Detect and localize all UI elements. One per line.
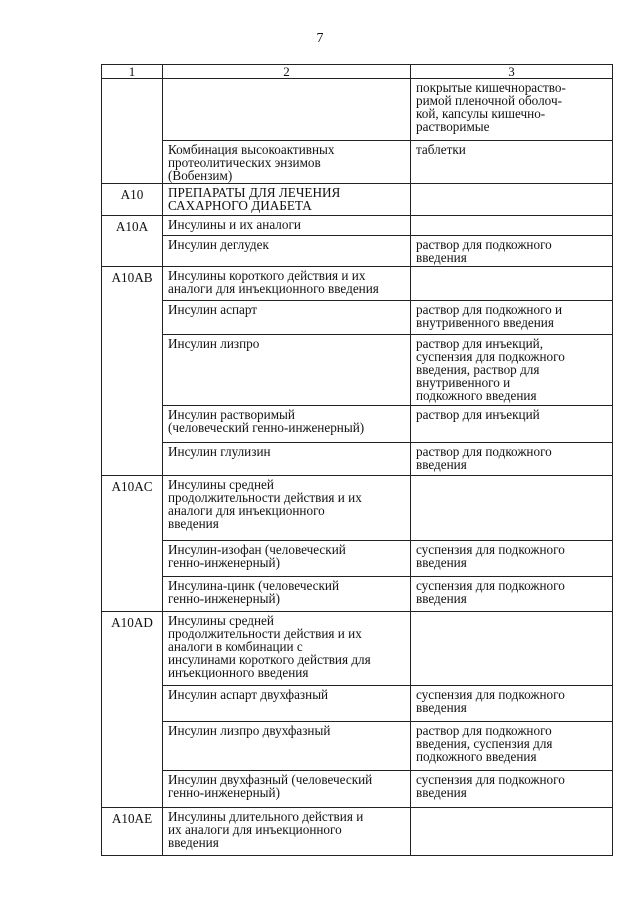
table-header-row	[102, 65, 613, 79]
name-cell: Инсулин-изофан (человеческий генно-инженерный)	[163, 541, 411, 577]
form-cell	[411, 612, 613, 686]
table-row	[102, 612, 613, 686]
name-cell: Инсулин аспарт двухфазный	[163, 686, 411, 722]
form-cell: раствор для подкожного введения	[411, 443, 613, 476]
name-cell: Инсулин растворимый (человеческий генно-инженерный)	[163, 406, 411, 443]
code-cell	[102, 686, 163, 722]
name-cell: ПРЕПАРАТЫ ДЛЯ ЛЕЧЕНИЯ САХАРНОГО ДИАБЕТА	[163, 184, 411, 216]
code-cell	[102, 236, 163, 267]
name-cell: Комбинация высокоактивных протеолитических энзимов (Вобензим)	[163, 141, 411, 184]
name-cell: Инсулины средней продолжительности действия и их аналоги в комбинации с инсулинами короткого действия для инъекционного введения	[163, 612, 411, 686]
table-row	[102, 79, 613, 141]
code-cell: A10AE	[102, 808, 163, 856]
form-cell: суспензия для подкожного введения	[411, 541, 613, 577]
form-cell	[411, 267, 613, 301]
code-cell	[102, 335, 163, 406]
name-cell: Инсулин лизпро	[163, 335, 411, 406]
code-cell	[102, 771, 163, 808]
form-cell: таблетки	[411, 141, 613, 184]
table-row	[102, 184, 613, 216]
code-cell: A10AB	[102, 267, 163, 301]
form-cell: суспензия для подкожного введения	[411, 686, 613, 722]
code-cell	[102, 577, 163, 612]
code-cell: A10AD	[102, 612, 163, 686]
name-cell: Инсулин деглудек	[163, 236, 411, 267]
table-row	[102, 216, 613, 236]
table-row	[102, 541, 613, 577]
form-cell: раствор для подкожного введения, суспензия для подкожного введения	[411, 722, 613, 771]
name-cell: Инсулины средней продолжительности действия и их аналоги для инъекционного введения	[163, 476, 411, 541]
form-cell	[411, 184, 613, 216]
name-cell: Инсулин двухфазный (человеческий генно-инженерный)	[163, 771, 411, 808]
code-cell	[102, 406, 163, 443]
code-cell	[102, 722, 163, 771]
table-row	[102, 141, 613, 184]
code-cell	[102, 79, 163, 141]
form-cell: суспензия для подкожного введения	[411, 577, 613, 612]
drug-table	[101, 64, 613, 856]
table-row	[102, 236, 613, 267]
header-cell-3: 3	[411, 65, 613, 79]
name-cell: Инсулин лизпро двухфазный	[163, 722, 411, 771]
form-cell	[411, 808, 613, 856]
code-cell: A10A	[102, 216, 163, 236]
table-row	[102, 443, 613, 476]
name-cell: Инсулин аспарт	[163, 301, 411, 335]
form-cell: раствор для подкожного введения	[411, 236, 613, 267]
code-cell	[102, 443, 163, 476]
table-row	[102, 722, 613, 771]
form-cell	[411, 216, 613, 236]
code-cell	[102, 301, 163, 335]
table-row	[102, 771, 613, 808]
code-cell	[102, 541, 163, 577]
code-cell: A10AC	[102, 476, 163, 541]
code-cell	[102, 141, 163, 184]
form-cell: раствор для инъекций	[411, 406, 613, 443]
code-cell: A10	[102, 184, 163, 216]
table-row	[102, 406, 613, 443]
name-cell: Инсулины и их аналоги	[163, 216, 411, 236]
form-cell	[411, 476, 613, 541]
table-row	[102, 577, 613, 612]
name-cell: Инсулины длительного действия и их аналоги для инъекционного введения	[163, 808, 411, 856]
name-cell	[163, 79, 411, 141]
page-number: 7	[316, 31, 324, 46]
header-cell-1: 1	[102, 65, 163, 79]
form-cell: суспензия для подкожного введения	[411, 771, 613, 808]
name-cell: Инсулин глулизин	[163, 443, 411, 476]
form-cell: раствор для инъекций, суспензия для подкожного введения, раствор для внутривенного и подкожного введения	[411, 335, 613, 406]
table-row	[102, 808, 613, 856]
header-cell-2: 2	[163, 65, 411, 79]
table-row	[102, 686, 613, 722]
name-cell: Инсулина-цинк (человеческий генно-инженерный)	[163, 577, 411, 612]
table-row	[102, 476, 613, 541]
table-row	[102, 301, 613, 335]
table-row	[102, 335, 613, 406]
name-cell: Инсулины короткого действия и их аналоги для инъекционного введения	[163, 267, 411, 301]
form-cell: раствор для подкожного и внутривенного введения	[411, 301, 613, 335]
form-cell: покрытые кишечнораство- римой пленочной оболоч- кой, капсулы кишечно- растворимые	[411, 79, 613, 141]
table-row	[102, 267, 613, 301]
